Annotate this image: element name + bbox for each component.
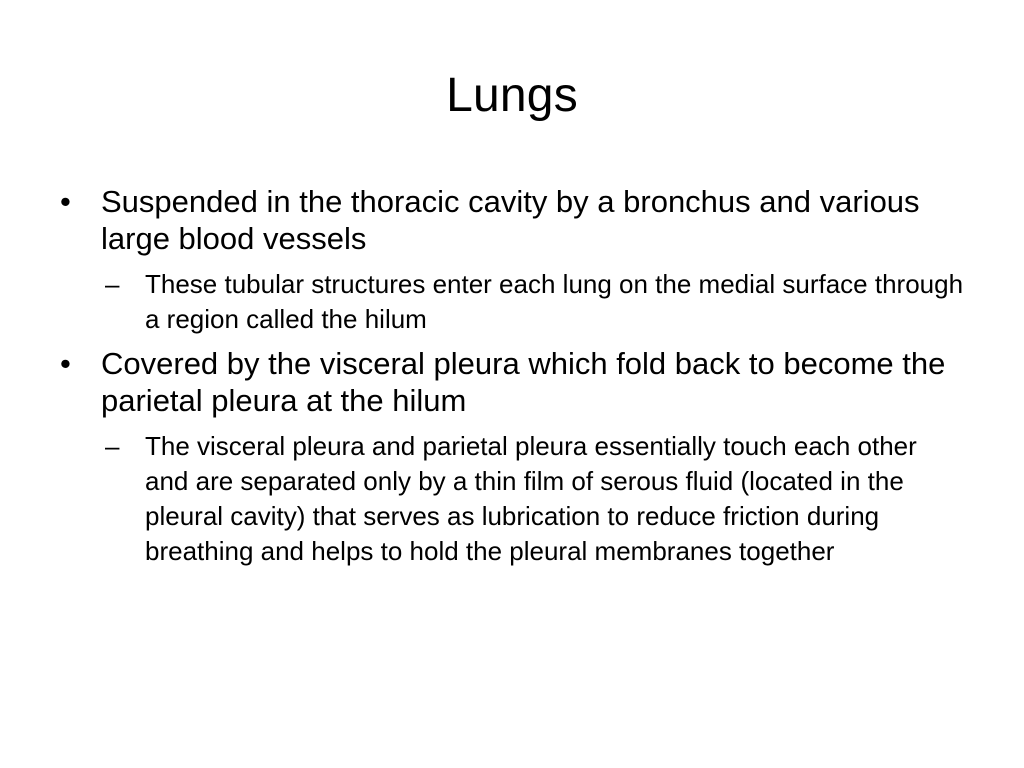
sub-bullet-item — [101, 267, 965, 337]
dash-icon: – — [105, 269, 120, 299]
slide-content — [60, 183, 965, 577]
sub-bullet-item — [101, 429, 965, 569]
bullet-text: Suspended in the thoracic cavity by a bronchus and various large blood vessels — [101, 184, 920, 256]
bullet-item — [60, 345, 965, 419]
sub-bullet-text: The visceral pleura and parietal pleura essentially touch each other and are separated only by a thin film of serous fluid (located in the pleural cavity) that serves as lubrication to reduce friction during breathing and helps to hold the pleural membranes together — [145, 431, 917, 566]
sub-bullet-text: These tubular structures enter each lung on the medial surface through a region called the hilum — [145, 269, 964, 334]
dash-icon: – — [105, 431, 120, 461]
slide-title: Lungs — [446, 69, 578, 122]
bullet-item — [60, 183, 965, 257]
bullet-dot-icon: • — [60, 346, 71, 381]
bullet-text: Covered by the visceral pleura which fold back to become the parietal pleura at the hilum — [101, 346, 946, 418]
bullet-dot-icon: • — [60, 184, 71, 219]
